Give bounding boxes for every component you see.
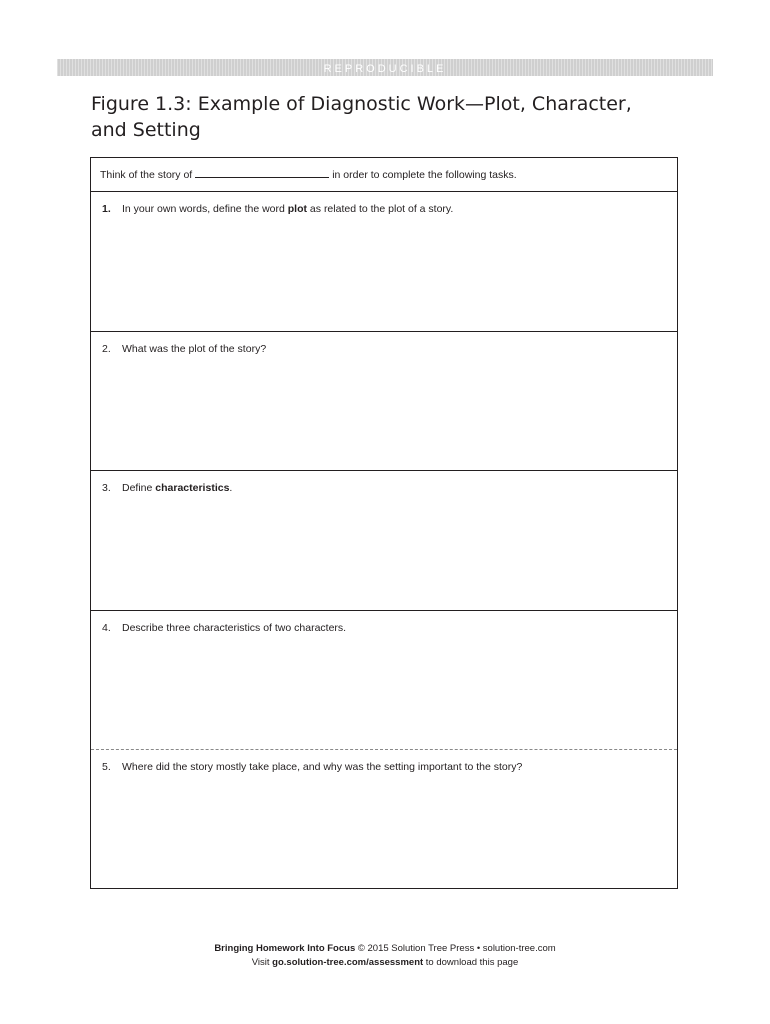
question-4-row[interactable] <box>91 611 677 750</box>
copyright-text: © 2015 Solution Tree Press • solution-tree.com <box>355 943 556 954</box>
question-2-row[interactable] <box>91 332 677 471</box>
question-text: What was the plot of the story? <box>122 343 267 355</box>
story-title-blank[interactable] <box>195 168 329 178</box>
question-number: 2. <box>102 343 111 355</box>
footer-line-1 <box>0 942 770 956</box>
footer-line-2 <box>0 956 770 970</box>
download-url: go.solution-tree.com/assessment <box>272 957 424 968</box>
book-title: Bringing Homework Into Focus <box>214 943 356 954</box>
figure-title-line-1: Figure 1.3: Example of Diagnostic Work—Plot, Character, <box>91 93 632 115</box>
intro-suffix: in order to complete the following tasks. <box>332 169 517 181</box>
banner-label: REPRODUCIBLE <box>323 63 447 75</box>
intro-row <box>91 158 677 192</box>
reproducible-banner <box>57 59 713 76</box>
question-text: In your own words, define the word <box>122 203 288 215</box>
figure-title-line-2: and Setting <box>91 119 201 141</box>
worksheet-form <box>90 157 678 889</box>
visit-prefix: Visit <box>251 957 273 968</box>
page-footer <box>0 942 770 970</box>
question-keyword: plot <box>287 203 308 215</box>
question-number: 5. <box>102 761 111 773</box>
question-5-row[interactable] <box>91 750 677 888</box>
question-1-row[interactable] <box>91 192 677 332</box>
intro-prefix: Think of the story of <box>100 169 193 181</box>
question-text-end: as related to the plot of a story. <box>307 203 454 215</box>
figure-title <box>91 91 691 143</box>
visit-suffix: to download this page <box>423 957 519 968</box>
question-keyword: characteristics <box>155 482 230 494</box>
question-3-row[interactable] <box>91 471 677 611</box>
question-text: Where did the story mostly take place, and why was the setting important to the story? <box>122 761 523 773</box>
question-text-end: . <box>229 482 233 494</box>
question-number: 4. <box>102 622 111 634</box>
question-number: 1. <box>102 203 111 215</box>
question-number: 3. <box>102 482 111 494</box>
question-text: Define <box>122 482 156 494</box>
question-text: Describe three characteristics of two characters. <box>122 622 347 634</box>
